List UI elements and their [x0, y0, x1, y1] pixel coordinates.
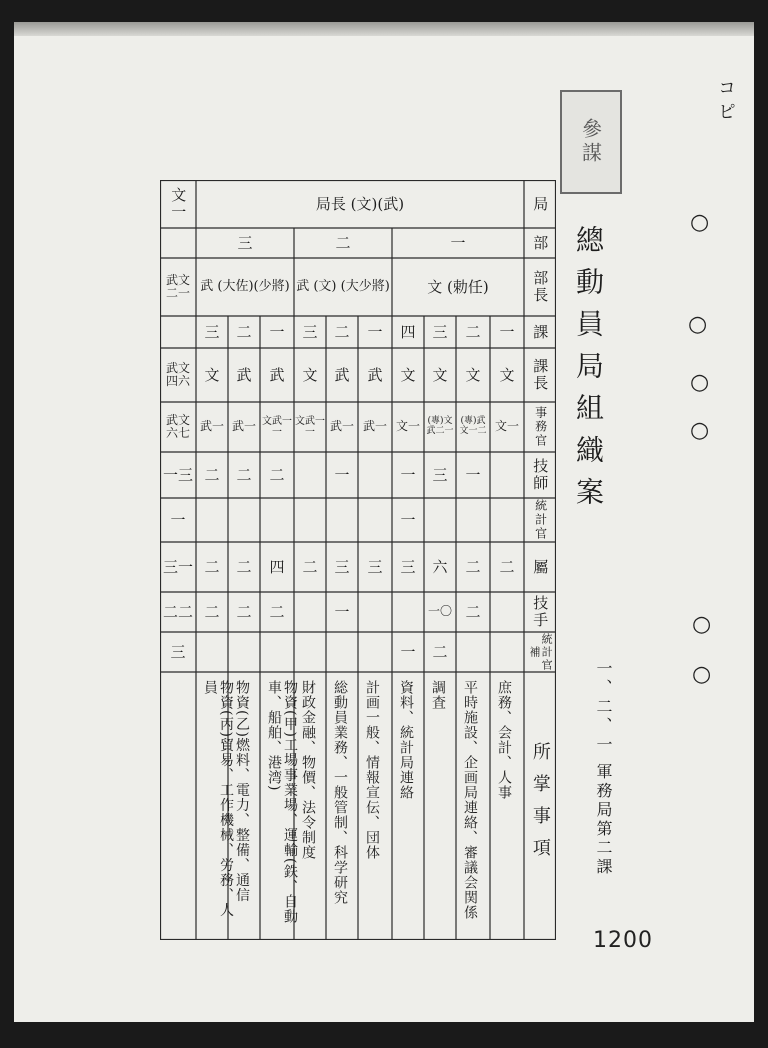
- section-chief: 文: [400, 365, 416, 384]
- row-label-section-chief: 課長: [531, 358, 550, 392]
- assistant-statistician-count: 二: [432, 642, 448, 661]
- clerk-left-count: 三一: [162, 557, 193, 576]
- duty-section-5: 計画一般、情報宣伝、団体: [364, 680, 380, 860]
- section-number: 一: [499, 322, 515, 341]
- section-number: 一: [367, 322, 383, 341]
- duty-section-3: 調査: [430, 680, 446, 710]
- section-chief: 文: [204, 365, 220, 384]
- clerk-count: 二: [465, 557, 481, 576]
- duty-section-2: 平時施設、企画局連絡、審議会関係: [462, 680, 478, 920]
- technician-count: 一〇: [427, 604, 452, 619]
- margin-mark: コピ: [715, 78, 736, 126]
- section-number: 三: [204, 322, 220, 341]
- section-number: 二: [334, 322, 350, 341]
- technician-count: 二: [269, 602, 285, 621]
- engineer-left-count: 一三: [162, 465, 193, 484]
- section-number: 一: [269, 322, 285, 341]
- engineer-count: 一: [465, 465, 481, 484]
- circle-mark: ○: [688, 312, 708, 337]
- secretary-count: (專)武文一二: [459, 416, 487, 436]
- technician-count: 二: [204, 602, 220, 621]
- secretary-left-count: 武文 六七: [165, 412, 190, 440]
- row-label-clerk: 屬: [531, 558, 550, 576]
- engineer-count: 三: [432, 465, 448, 484]
- engineer-count: 一: [400, 465, 416, 484]
- clerk-count: 三: [400, 557, 416, 576]
- secretary-count: (專)文武二一: [426, 416, 454, 436]
- secretary-count: 武一: [329, 419, 354, 434]
- row-label-secretary: 事務官: [533, 406, 548, 448]
- engineer-count: 二: [269, 465, 285, 484]
- row-label-technician: 技手: [531, 595, 550, 629]
- circle-mark: ○: [690, 370, 710, 395]
- document-title: 總動員局組織案: [572, 225, 605, 519]
- section-number: 二: [236, 322, 252, 341]
- section-number: 四: [400, 322, 416, 341]
- clerk-count: 四: [269, 557, 285, 576]
- clerk-count: 三: [367, 557, 383, 576]
- technician-count: 一: [334, 602, 350, 621]
- circle-mark: ○: [690, 210, 710, 235]
- statistician-count: 一: [400, 510, 416, 529]
- section-chief: 文: [499, 365, 515, 384]
- department-3: 三: [237, 233, 253, 252]
- duty-section-7: 財政金融、物價、法令制度: [300, 680, 316, 860]
- organization-table: [160, 180, 556, 940]
- stamp: 參謀: [560, 90, 622, 194]
- clerk-count: 二: [302, 557, 318, 576]
- duty-section-6: 総動員業務、一般管制、科学研究: [332, 680, 348, 905]
- secretary-count: 文武一一: [295, 416, 325, 438]
- clerk-count: 二: [204, 557, 220, 576]
- row-label-statistician: 統計官: [533, 499, 548, 541]
- row-label-assistant-statistician: 統計官補: [528, 632, 554, 672]
- circle-mark: ○: [692, 612, 712, 637]
- row-label-engineer: 技師: [531, 458, 550, 492]
- row-label-bureau: 局: [531, 195, 550, 213]
- clerk-count: 二: [499, 557, 515, 576]
- engineer-count: 二: [236, 465, 252, 484]
- department-2: 二: [335, 233, 351, 252]
- department-chief-1: 文 (勅任): [427, 277, 489, 296]
- clerk-count: 三: [334, 557, 350, 576]
- section-number: 三: [432, 322, 448, 341]
- duty-section-1: 庶務、会計、人事: [496, 680, 512, 800]
- department-chief-3: 武 (大佐)(少將): [200, 278, 290, 294]
- circle-mark: ○: [692, 662, 712, 687]
- clerk-count: 六: [432, 557, 448, 576]
- secretary-count: 武一: [231, 419, 256, 434]
- section-chief: 文: [432, 365, 448, 384]
- row-label-department: 部: [531, 234, 550, 252]
- secretary-count: 武一: [362, 419, 387, 434]
- secretary-count: 文一: [395, 419, 420, 434]
- section-chief: 武: [269, 365, 285, 384]
- bureau-chief: 局長 (文)(武): [315, 194, 405, 213]
- section-chief: 文: [465, 365, 481, 384]
- engineer-count: 一: [334, 465, 350, 484]
- duty-section-10: 物資(丙)貿易、工作機械、労務、人員: [202, 680, 234, 918]
- page-number: 1200: [593, 928, 653, 953]
- assistant-statistician-left-count: 三: [170, 642, 186, 661]
- department-1: 一: [450, 233, 466, 252]
- department-chief-2: 武 (文) (大少將): [296, 278, 390, 294]
- section-number: 三: [302, 322, 318, 341]
- section-chief-left-count: 武文 四六: [165, 360, 190, 388]
- row-label-section: 課: [531, 323, 550, 341]
- bureau-left-count: 文一: [169, 187, 188, 221]
- section-chief: 文: [302, 365, 318, 384]
- section-chief: 武: [367, 365, 383, 384]
- sheet-top-edge: [14, 22, 754, 36]
- clerk-count: 二: [236, 557, 252, 576]
- technician-left-count: 二二: [162, 602, 193, 621]
- duty-section-4: 資料、統計局連絡: [398, 680, 414, 800]
- section-number: 二: [465, 322, 481, 341]
- engineer-count: 二: [204, 465, 220, 484]
- section-chief: 武: [236, 365, 252, 384]
- circle-mark: ○: [690, 418, 710, 443]
- duties-header: 所掌事項: [529, 742, 551, 870]
- row-label-department-chief: 部長: [531, 270, 550, 304]
- secretary-count: 文武一一: [262, 416, 292, 438]
- department-chief-left-count: 武文 二一: [165, 272, 190, 300]
- secretary-count: 武一: [199, 419, 224, 434]
- assistant-statistician-count: 一: [400, 642, 416, 661]
- document-subline: 一、二、一 軍務局第二課: [594, 660, 613, 878]
- section-chief: 武: [334, 365, 350, 384]
- secretary-count: 文一: [494, 419, 519, 434]
- statistician-left-count: 一: [170, 510, 186, 529]
- technician-count: 二: [465, 602, 481, 621]
- duty-section-8: 物資(甲)工場事業場、運輸(鉄、自動車、船舶、港湾): [266, 680, 298, 925]
- technician-count: 二: [236, 602, 252, 621]
- duty-section-9: 物資(乙)燃料、電力、整備、通信: [234, 680, 250, 903]
